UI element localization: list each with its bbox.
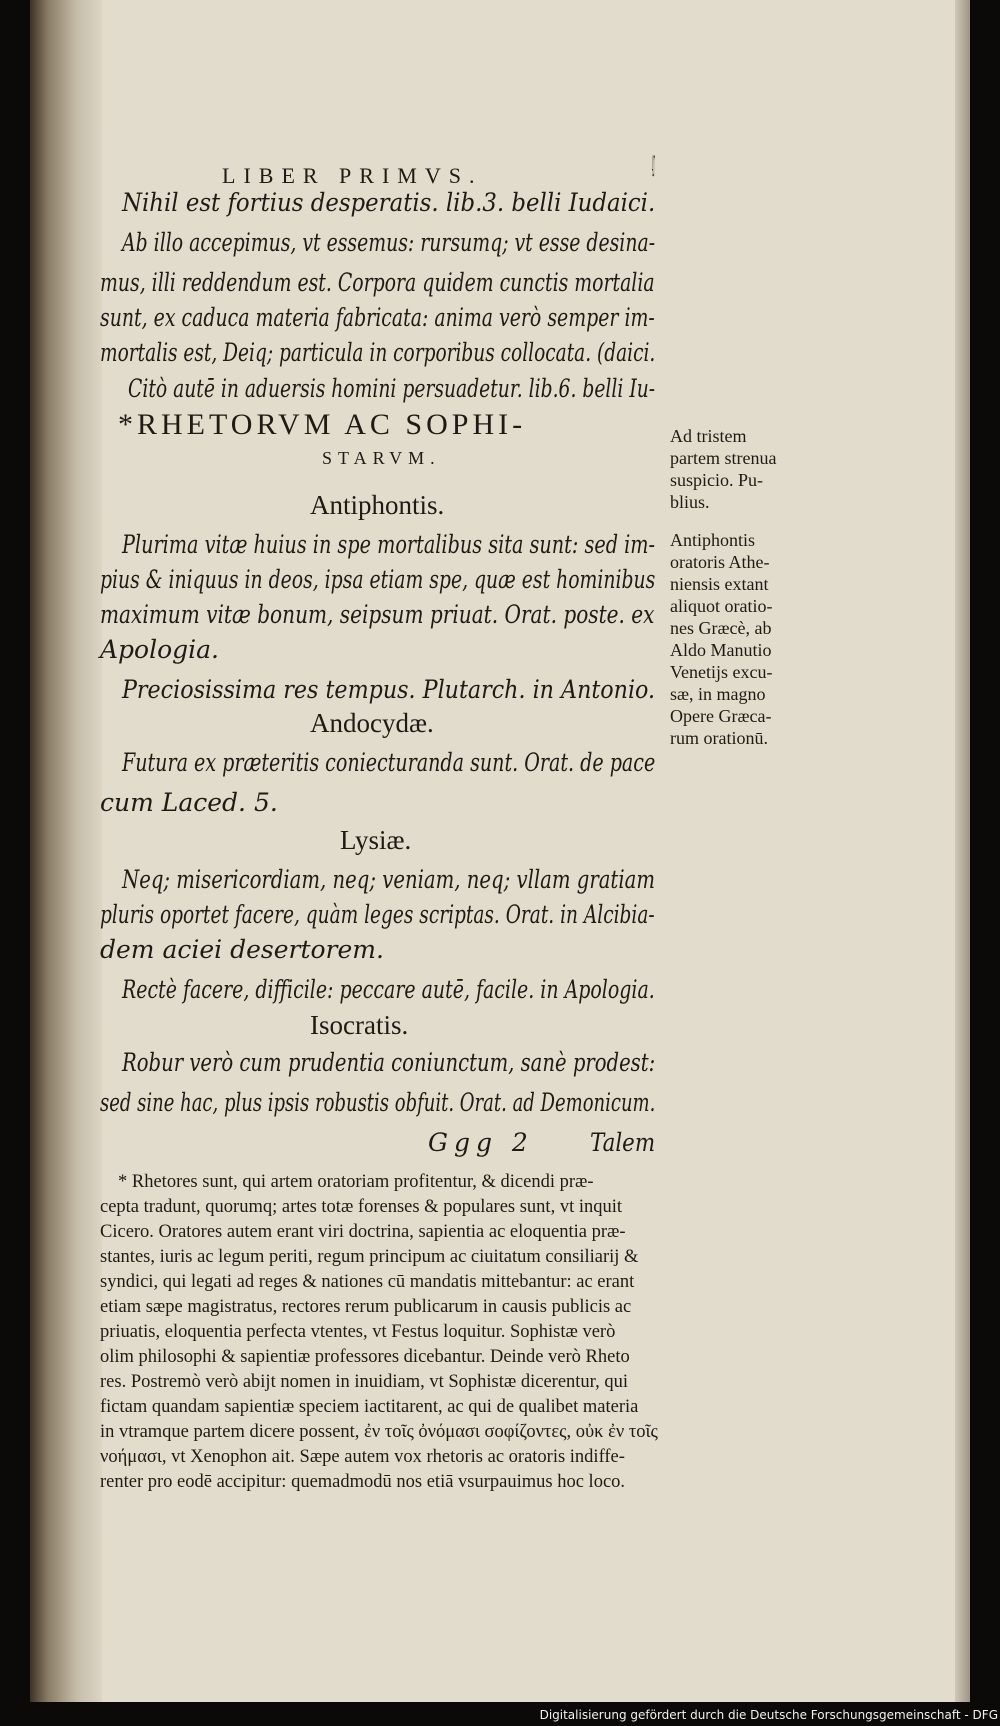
page-edge — [955, 0, 970, 1702]
footnote-line: syndici, qui legati ad reges & nationes cū mandatis mittebantur: ac erant — [100, 1272, 635, 1292]
catchword: Talem — [590, 1128, 656, 1157]
footnote-line: stantes, iuris ac legum periti, regum principum ac ciuitatum consiliarij & — [100, 1247, 639, 1267]
body-line: Plurima vitæ huius in spe mortalibus sita sunt: sed im- — [122, 530, 656, 559]
section-title: Andocydæ. — [310, 708, 434, 738]
body-line: Nihil est fortius desperatis. lib.3. belli Iudaici. — [122, 188, 656, 217]
body-line: Rectè facere, difficile: peccare autē, facile. in Apologia. — [122, 975, 655, 1004]
body-line: pluris oportet facere, quàm leges scriptas. Orat. in Alcibia- — [100, 900, 655, 929]
section-title: Lysiæ. — [340, 825, 412, 855]
margin-note-line: nes Græcè, ab — [670, 618, 772, 638]
section-title: Antiphontis. — [310, 490, 445, 520]
margin-note-line: niensis extant — [670, 574, 769, 594]
footnote-line: renter pro eodē accipitur: quemadmodū nos etiā vsurpauimus hoc loco. — [100, 1472, 626, 1492]
margin-note-line: Ad tristem — [670, 426, 747, 446]
margin-note-line: aliquot oratio- — [670, 596, 773, 616]
section-heading: *RHETORVM AC SOPHI- — [118, 408, 527, 441]
margin-note-line: partem strenua — [670, 448, 777, 468]
book-page — [30, 0, 970, 1702]
body-line: Futura ex præteritis coniecturanda sunt. Orat. de pace — [122, 748, 656, 777]
body-line: cum Laced. 5. — [100, 788, 278, 817]
margin-note-line: blius. — [670, 492, 710, 512]
footnote-line: * Rhetores sunt, qui artem oratoriam profitentur, & dicendi præ- — [118, 1172, 594, 1192]
footnote-line: res. Postremò verò abijt nomen in inuidiam, vt Sophistæ dicerentur, qui — [100, 1372, 628, 1392]
section-title: Isocratis. — [310, 1010, 409, 1040]
margin-note-line: sæ, in magno — [670, 684, 766, 704]
body-line: mus, illi reddendum est. Corpora quidem cunctis mortalia — [100, 268, 655, 297]
digitization-credit: Digitalisierung gefördert durch die Deutsche Forschungsgemeinschaft - DFG — [539, 1708, 998, 1722]
body-line: Citò autē in aduersis homini persuadetur. lib.6. belli Iu- — [128, 374, 656, 403]
body-line: sunt, ex caduca materia fabricata: anima verò semper im- — [100, 303, 655, 332]
margin-note-line: Aldo Manutio — [670, 640, 772, 660]
footnote-line: fictam quandam sapientiæ speciem iactitarent, ac qui de qualibet materia — [100, 1397, 639, 1417]
body-line: Preciosissima res tempus. Plutarch. in Antonio. — [122, 675, 656, 704]
body-line: Ab illo accepimus, vt essemus: rursumq; vt esse desina- — [122, 228, 656, 257]
body-line: Apologia. — [100, 635, 220, 664]
footnote-line: cepta tradunt, quorumq; artes totæ forenses & populares sunt, vt inquit — [100, 1197, 623, 1217]
body-line: Neq; misericordiam, neq; veniam, neq; vllam gratiam — [122, 865, 655, 894]
margin-note-line: Opere Græca- — [670, 706, 772, 726]
margin-note-line: oratoris Athe- — [670, 552, 770, 572]
body-line: mortalis est, Deiq; particula in corporibus collocata. (daici. — [100, 338, 656, 367]
body-line: Robur verò cum prudentia coniunctum, sanè prodest: — [122, 1048, 656, 1077]
footnote-line: νοήμασι, vt Xenophon ait. Sæpe autem vox rhetoris ac oratoris indiffe- — [100, 1447, 625, 1467]
book-gutter-shadow — [30, 0, 102, 1702]
margin-note-line: Antiphontis — [670, 530, 756, 550]
footnote-line: priuatis, eloquentia perfecta vtentes, vt Festus loquitur. Sophistæ verò — [100, 1322, 616, 1342]
running-head: LIBER PRIMVS. — [222, 163, 483, 188]
footnote-line: in vtramque partem dicere possent, ἐν τοῖς ὀνόμασι σοφίζοντες, οὐκ ἐν τοῖς — [100, 1422, 658, 1442]
page-number: 427 — [652, 150, 656, 183]
section-heading-continuation: STARVM. — [322, 448, 441, 468]
footnote-line: Cicero. Oratores autem erant viri doctrina, sapientia ac eloquentia præ- — [100, 1222, 626, 1242]
body-line: dem aciei desertorem. — [100, 935, 384, 964]
margin-note-line: suspicio. Pu- — [670, 470, 764, 490]
margin-note-line: rum orationū. — [670, 728, 768, 748]
footnote-line: etiam sæpe magistratus, rectores rerum publicarum in causis publicis ac — [100, 1297, 632, 1317]
signature-mark: Ggg 2 — [428, 1128, 534, 1157]
body-line: sed sine hac, plus ipsis robustis obfuit. Orat. ad Demonicum. — [100, 1088, 656, 1117]
margin-note-line: Venetijs excu- — [670, 662, 773, 682]
body-line: maximum vitæ bonum, seipsum priuat. Orat. poste. ex — [100, 600, 655, 629]
body-line: pius & iniquus in deos, ipsa etiam spe, quæ est hominibus — [100, 565, 656, 594]
footnote-line: olim philosophi & sapientiæ professores dicebantur. Deinde verò Rheto — [100, 1347, 630, 1367]
